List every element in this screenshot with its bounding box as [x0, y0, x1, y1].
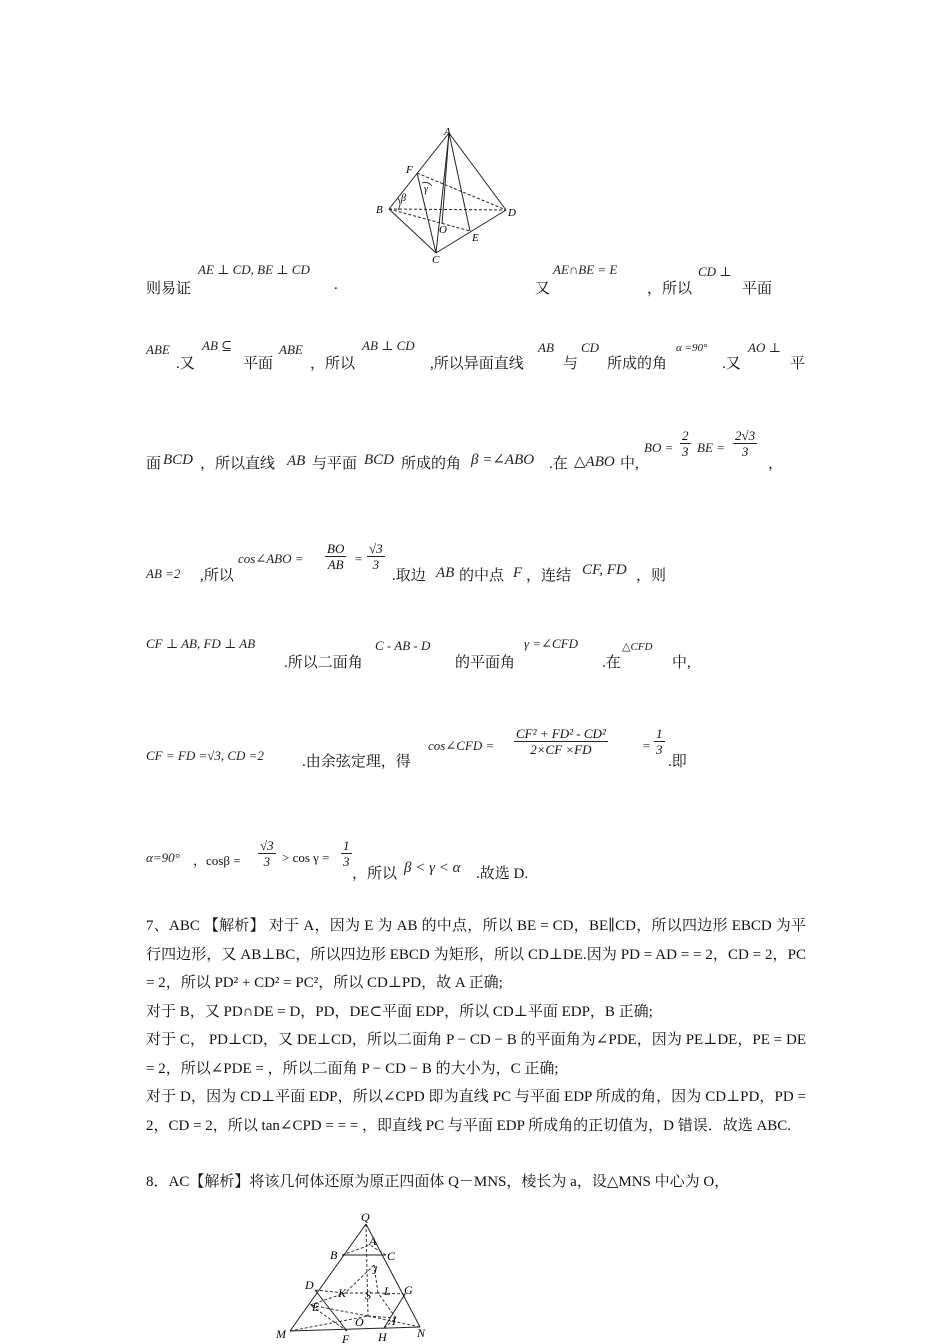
l4-frac-bo-ab — [325, 541, 346, 572]
l5-text2: 的平面角 — [455, 655, 516, 671]
l1-formula: AE ⊥ CD, BE ⊥ CD — [198, 262, 310, 277]
l3-mian: 面 — [146, 456, 162, 472]
tetrahedron-figure-2 — [270, 1205, 440, 1344]
l7-answer: .故选 D. — [476, 866, 529, 882]
l4-frac1-num: BO — [327, 541, 345, 556]
l5-text1: .所以二面角 — [284, 655, 363, 671]
l2-text2: 所成的角 — [607, 356, 668, 372]
l4-cf-fd: CF, FD — [582, 562, 627, 578]
l3-bo: BO = — [644, 440, 674, 455]
answer-8 — [146, 1168, 806, 1197]
label-q: Q — [361, 1210, 370, 1224]
l2-ab: AB — [538, 340, 554, 355]
l4-eq: = — [354, 551, 363, 566]
answer-7-part-b: 对于 B，又 PD∩DE = D，PD，DE⊂平面 EDP，所以 CD⊥平面 EDP，B 正确; — [146, 1003, 653, 1020]
l4-frac2-den: 3 — [372, 557, 380, 572]
label-f: F — [406, 164, 413, 176]
l4-ab2: AB =2 — [146, 566, 181, 581]
l7-suoyi: ，所以 — [352, 866, 398, 882]
label-c: C — [387, 1249, 396, 1263]
l3-bcd: BCD — [163, 452, 193, 468]
label-gamma: γ — [424, 184, 428, 195]
label-o: O — [355, 1315, 364, 1329]
l3-zhong: 中, — [620, 456, 639, 472]
l7-frac1-den: 3 — [263, 854, 271, 869]
label-s: S — [365, 1288, 371, 1302]
segment-gl — [378, 1293, 405, 1294]
l5-gamma: γ =∠CFD — [524, 636, 579, 651]
l2-cd: CD — [581, 340, 600, 355]
l2-abe: ABE — [146, 342, 170, 357]
l1-suoyi: ，所以 — [647, 281, 693, 297]
l1-pingmian: 平面 — [742, 281, 773, 297]
label-d: D — [305, 1278, 314, 1292]
l3-text2: 与平面 — [312, 456, 358, 472]
label-beta: β — [401, 193, 406, 204]
l7-frac1-num: √3 — [260, 838, 274, 853]
segment-ba — [342, 1245, 370, 1255]
l3-text3: 所成的角 — [401, 456, 462, 472]
l4-ab: AB — [436, 565, 455, 581]
l2-ping: 平 — [790, 356, 806, 372]
l4-ze: ，则 — [636, 568, 667, 584]
l6-text1: .由余弦定理，得 — [302, 754, 411, 770]
l7-cosbeta: ，cosβ = — [193, 853, 241, 868]
label-b: B — [330, 1248, 338, 1262]
l4-suoyi: ,所以 — [200, 568, 234, 584]
label-e: E — [312, 1300, 320, 1314]
l3-tri: △ABO — [574, 454, 615, 470]
l5-zhong: 中, — [672, 655, 691, 671]
edge-bc — [389, 209, 436, 253]
label-m: M — [276, 1327, 286, 1341]
label-l: L — [384, 1284, 391, 1298]
l6-frac-1-3 — [654, 726, 665, 757]
l3-comma: ， — [768, 456, 784, 472]
l2-pingmian: 平面 — [243, 356, 274, 372]
label-h: H — [378, 1330, 387, 1344]
l3-beta: β =∠ABO — [471, 452, 535, 468]
l7-frac-1-3 — [341, 838, 352, 869]
l5-tri: △CFD — [622, 641, 653, 653]
l1-formula3: CD ⊥ — [698, 264, 732, 279]
l1-you: 又 — [535, 281, 551, 297]
label-n: N — [417, 1326, 426, 1340]
l3-be: BE = — [697, 440, 725, 455]
label-d: D — [508, 207, 516, 219]
tetrahedron-figure — [370, 120, 530, 270]
l3-zai: .在 — [549, 456, 568, 472]
l6-frac2-den: 3 — [656, 742, 663, 757]
l6-frac2-num: 1 — [656, 726, 663, 741]
answer-8-text: 8．AC【解析】将该几何体还原为原正四面体 Q－MNS，棱长为 a，设△MNS 中心为 O， — [146, 1174, 730, 1190]
label-b: B — [376, 204, 383, 216]
l3-bcd2: BCD — [364, 452, 394, 468]
l2-text1: ,所以异面直线 — [430, 356, 524, 372]
answer-7-part-d: 对于 D，因为 CD⊥平面 EDP，所以∠CPD 即为直线 PC 与平面 EDP 所成的角，因为 CD⊥PD，PD = 2，CD = 2，所以 tan∠CPD = = = ，即直线 PC 与平面 EDP 所成角的正切值为，D 错误．故选 ABC. — [146, 1089, 806, 1134]
label-i: I — [392, 1314, 396, 1328]
l4-lianjie: ，连结 — [526, 568, 572, 584]
l3-frac1-num: 2 — [682, 428, 689, 443]
l7-ineq: β < γ < α — [404, 860, 461, 876]
edge-ab — [389, 133, 449, 209]
label-e: E — [472, 232, 479, 244]
l7-gt-cosgamma: > cos γ = — [282, 850, 330, 865]
l7-frac2-num: 1 — [343, 838, 350, 853]
label-o: O — [439, 224, 447, 236]
label-a: A — [369, 1234, 377, 1248]
l3-frac2-num: 2√3 — [735, 428, 756, 443]
l1-text: 则易证 — [146, 281, 192, 297]
label-a: A — [444, 126, 451, 138]
l5-dihedral: C - AB - D — [375, 638, 431, 653]
l2-you2: .又 — [722, 356, 741, 372]
l3-frac1-den: 3 — [682, 444, 689, 459]
answer-7 — [146, 912, 806, 1140]
l1-formula2: AE∩BE = E — [553, 262, 618, 277]
l2-ab-sub: AB ⊆ — [202, 338, 233, 353]
l3-frac-2-3 — [680, 428, 691, 459]
l4-qu: .取边 — [392, 568, 426, 584]
answer-7-part-a: 7、ABC 【解析】 对于 A，因为 E 为 AB 的中点，所以 BE = CD，BE∥CD，所以四边形 EBCD 为平行四边形，又 AB⊥BC，所以四边形 EBCD 为矩形，所以 CD⊥DE.因为 PD = AD = = 2，CD = 2，PC = 2，所以 PD² + CD² = PC²，所以 CD⊥PD，故 A 正确; — [146, 918, 806, 991]
label-c: C — [432, 254, 440, 266]
l4-frac-r3-3 — [367, 541, 385, 572]
l2-ab-perp-cd: AB ⊥ CD — [362, 338, 415, 353]
l1-dot: . — [334, 277, 338, 293]
l4-frac1-den: AB — [327, 557, 344, 572]
l6-ji: .即 — [668, 754, 687, 770]
l6-cos: cos∠CFD = — [428, 738, 495, 753]
l4-cos: cos∠ABO = — [238, 551, 304, 566]
l6-frac-cosine — [514, 726, 608, 757]
label-j: J — [372, 1263, 378, 1277]
l3-text1: ，所以直线 — [200, 456, 276, 472]
l5-perp: CF ⊥ AB, FD ⊥ AB — [146, 636, 256, 651]
edge-bd — [389, 209, 506, 210]
l3-frac-2r3-3 — [733, 428, 757, 459]
l6-cf-fd: CF = FD =√3, CD =2 — [146, 748, 264, 763]
l3-ab: AB — [287, 453, 306, 469]
l4-frac2-num: √3 — [369, 541, 383, 556]
l5-zai: .在 — [602, 655, 621, 671]
label-g: G — [404, 1283, 413, 1297]
l3-frac2-den: 3 — [741, 444, 749, 459]
l7-alpha: α=90° — [146, 850, 180, 865]
label-k: K — [338, 1286, 347, 1300]
l2-you: .又 — [176, 356, 195, 372]
segment-ao — [442, 133, 449, 224]
l7-frac2-den: 3 — [343, 854, 350, 869]
l2-alpha: α =90° — [676, 342, 708, 354]
l6-frac1-num: CF² + FD² - CD² — [516, 726, 606, 741]
segment-qs — [366, 1224, 368, 1316]
l2-yu: 与 — [563, 356, 579, 372]
answer-7-part-c: 对于 C， PD⊥CD，又 DE⊥CD，所以二面角 P − CD − B 的平面角为∠PDE，因为 PE⊥DE，PE = DE = 2，所以∠PDE = ，所以二面角 P − CD − B 的大小为，C 正确; — [146, 1032, 806, 1077]
l2-abe2: ABE — [279, 342, 303, 357]
l4-f: F — [513, 565, 523, 581]
l4-zhongdian: 的中点 — [459, 568, 505, 584]
l6-frac1-den: 2×CF ×FD — [530, 742, 592, 757]
l6-eq: = — [642, 738, 651, 753]
label-f: F — [342, 1332, 350, 1344]
l2-suoyi: ，所以 — [310, 356, 356, 372]
l2-ao: AO ⊥ — [748, 340, 781, 355]
l7-frac-r3-3 — [258, 838, 276, 869]
